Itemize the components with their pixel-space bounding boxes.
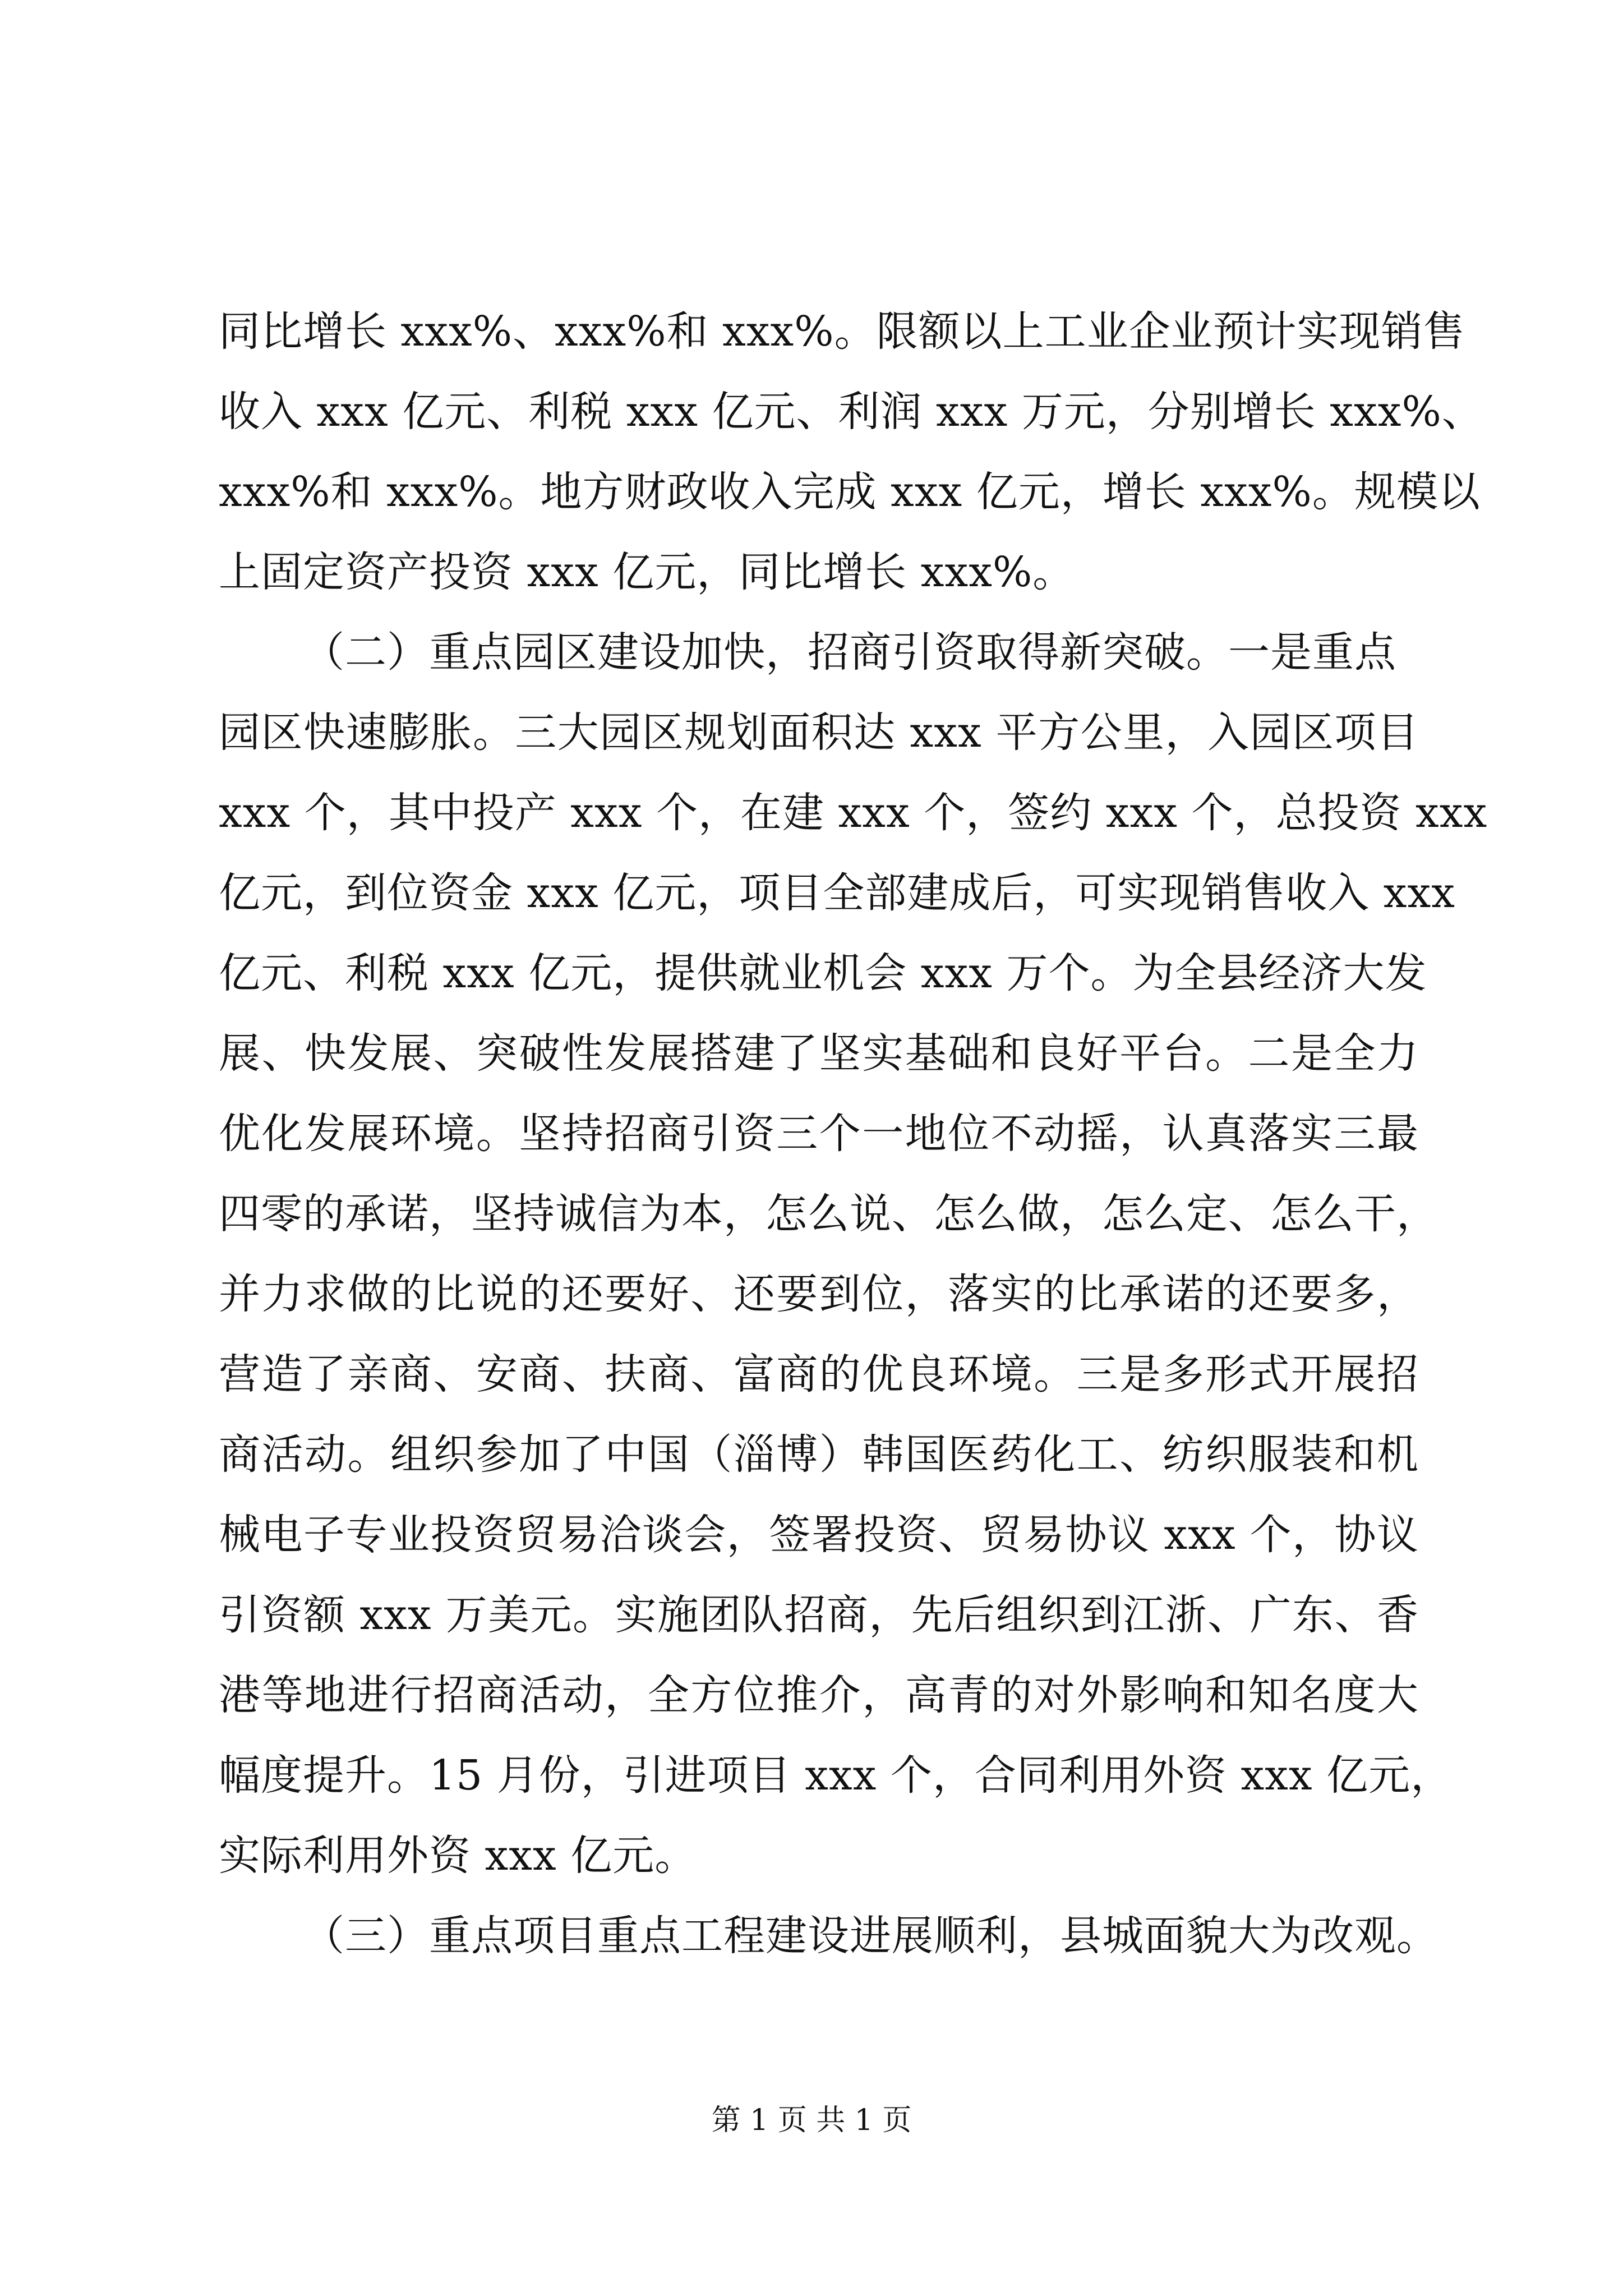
text-line: 港等地进行招商活动，全方位推介，高青的对外影响和知名度大 <box>219 1671 1419 1719</box>
page-footer: 第 1 页 共 1 页 <box>711 2104 912 2137</box>
text-line: 商活动。组织参加了中国（淄博）韩国医药化工、纺织服装和机 <box>219 1430 1419 1479</box>
text-line: 上固定资产投资 xxx 亿元，同比增长 xxx%。 <box>219 548 1075 596</box>
text-line: 实际利用外资 xxx 亿元。 <box>219 1832 697 1880</box>
text-line: 收入 xxx 亿元、利税 xxx 亿元、利润 xxx 万元，分别增长 xxx%、 <box>219 388 1484 436</box>
document-body <box>219 292 1488 1976</box>
text-line: 园区快速膨胀。三大园区规划面积达 xxx 平方公里，入园区项目 <box>219 708 1419 757</box>
text-line: （二）重点园区建设加快，招商引资取得新突破。一是重点 <box>303 628 1396 677</box>
text-line: 同比增长 xxx%、xxx%和 xxx%。限额以上工业企业预计实现销售 <box>219 307 1465 356</box>
text-line: xxx%和 xxx%。地方财政收入完成 xxx 亿元，增长 xxx%。规模以 <box>219 468 1481 516</box>
text-line: xxx 个，其中投产 xxx 个，在建 xxx 个，签约 xxx 个，总投资 xxx <box>219 789 1488 837</box>
text-line: 亿元、利税 xxx 亿元，提供就业机会 xxx 万个。为全县经济大发 <box>219 949 1427 997</box>
text-line: 营造了亲商、安商、扶商、富商的优良环境。三是多形式开展招 <box>219 1350 1419 1398</box>
text-line: 四零的承诺，坚持诚信为本，怎么说、怎么做，怎么定、怎么干， <box>219 1190 1438 1238</box>
text-line: （三）重点项目重点工程建设进展顺利，县城面貌大为改观。 <box>303 1912 1438 1960</box>
text-line: 亿元，到位资金 xxx 亿元，项目全部建成后，可实现销售收入 xxx <box>219 869 1455 917</box>
text-line: 幅度提升。15 月份，引进项目 xxx 个，合同利用外资 xxx 亿元， <box>219 1751 1453 1800</box>
text-line: 械电子专业投资贸易洽谈会，签署投资、贸易协议 xxx 个，协议 <box>219 1511 1419 1559</box>
text-line: 并力求做的比说的还要好、还要到位，落实的比承诺的还要多， <box>219 1270 1419 1318</box>
text-line: 优化发展环境。坚持招商引资三个一地位不动摇，认真落实三最 <box>219 1110 1419 1158</box>
text-line: 引资额 xxx 万美元。实施团队招商，先后组织到江浙、广东、香 <box>219 1591 1419 1639</box>
text-line: 展、快发展、突破性发展搭建了坚实基础和良好平台。二是全力 <box>219 1029 1419 1078</box>
